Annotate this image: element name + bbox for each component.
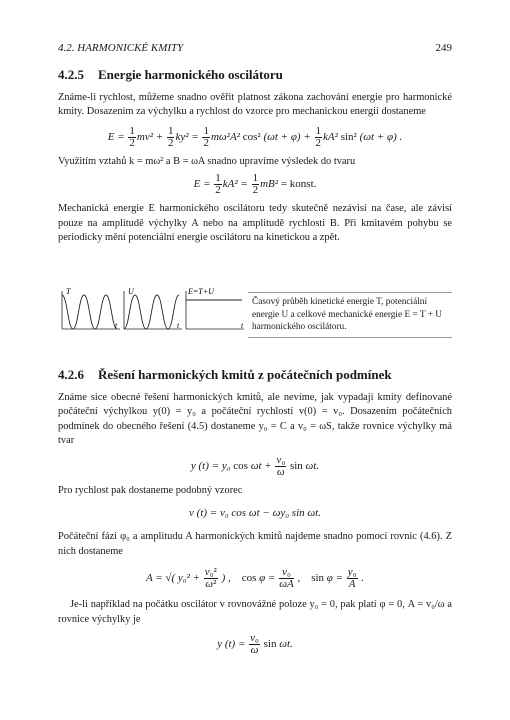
total-energy-plot — [186, 287, 244, 330]
section-heading — [58, 68, 452, 83]
paragraph: Počáteční fázi φ₀ a amplitudu A harmonických kmitů najdeme snadno pomocí rovnic (4.6). Z nich dostaneme — [58, 531, 452, 557]
energy-constant-equation: E = $\frac{1}{2}$ kA² = $\frac{1}{2}$ mB² = konst. — [193, 172, 317, 196]
paragraph: Je-li například na počátku oscilátor v rovnovážné poloze y₀ = 0, pak platí φ = 0, A = v₀/ω a rovnice výchylky je — [58, 599, 452, 625]
paragraph: Mechanická energie E harmonického oscilátoru tedy skutečně nezávisí na čase, ale závisí pouze na amplitudě výchylky A nebo na amplitudě rychlosti B. Při kmitavém pohybu se periodicky mění potenciální energie oscilátoru na kinetickou a zpět. — [58, 203, 452, 243]
section-number: 4.2.6 — [58, 367, 84, 382]
section-heading — [58, 368, 452, 383]
energy-equation: E = $\frac{1}{2}$ mv² + $\frac{1}{2}$ ky² = $\frac{1}{2}$ mω²A² cos² (ωt + φ) + $\frac{1}{2}$ kA² sin² (ωt + φ) . — [107, 124, 403, 149]
label-T: T — [66, 287, 71, 296]
energy-plots-figure — [58, 285, 248, 335]
paragraph: Pro rychlost pak dostaneme podobný vzorec — [58, 484, 243, 496]
paragraph: Známe-li rychlost, můžeme snadno ověřit platnost zákona zachování energie pro harmonické kmity. Dosazením za výchylku a rychlost do vzorce pro mechanickou energii dostaneme — [58, 91, 452, 117]
paragraph: Využitím vztahů k = mω² a B = ωA snadno upravíme výsledek do tvaru — [58, 155, 356, 167]
kinetic-energy-plot — [62, 287, 120, 330]
section-4-2-5 — [58, 68, 452, 246]
amplitude-phase-equation: A = √( y₀² + $\frac{\text{v₀²}}{\text{ω²}}$ ) , cos φ = $\frac{\text{v₀}}{\omega A}$ , sin φ = $\frac{\text{y₀}}{A}$ . — [145, 566, 365, 590]
equation-lhs: E = — [107, 130, 125, 143]
axis-t: t — [115, 321, 118, 330]
equation-rhs: = konst. — [280, 178, 317, 191]
axis-t: t — [177, 321, 180, 330]
axis-t: t — [241, 321, 244, 330]
final-displacement-equation: y (t) = $\frac{\text{v₀}}{\omega}$ sin ωt. — [217, 632, 293, 656]
paragraph: Známe sice obecné řešení harmonických kmitů, ale nevíme, jak vypadají kmity definované počáteční výchylkou y(0) = y₀ a počáteční rychlostí v(0) = v₀. Dosazením počátečních podmínek do obecného řešení (4.5) dostaneme y₀ = C a v₀ = ωS, takže rovnice výchylky má tvar — [58, 391, 452, 446]
page-number: 249 — [435, 42, 452, 54]
label-U: U — [128, 287, 134, 296]
header-section: 4.2. HARMONICKÉ KMITY — [58, 42, 184, 54]
figure-caption: Časový průběh kinetické energie T, potenciální energie U a celkové mechanické energie E = T + U harmonického oscilátoru. — [248, 292, 452, 338]
label-E: E=T+U — [188, 287, 214, 296]
velocity-equation: v (t) = v₀ cos ωt − ωy₀ sin ωt. — [189, 507, 321, 519]
section-4-2-6 — [58, 368, 452, 656]
section-title: Řešení harmonických kmitů z počátečních podmínek — [98, 367, 392, 382]
section-number: 4.2.5 — [58, 67, 84, 82]
displacement-equation: y (t) = y₀ cos ωt + $\frac{\text{v₀}}{\omega}$ sin ωt. — [190, 453, 320, 478]
potential-energy-plot — [124, 287, 182, 330]
section-title: Energie harmonického oscilátoru — [98, 67, 283, 82]
